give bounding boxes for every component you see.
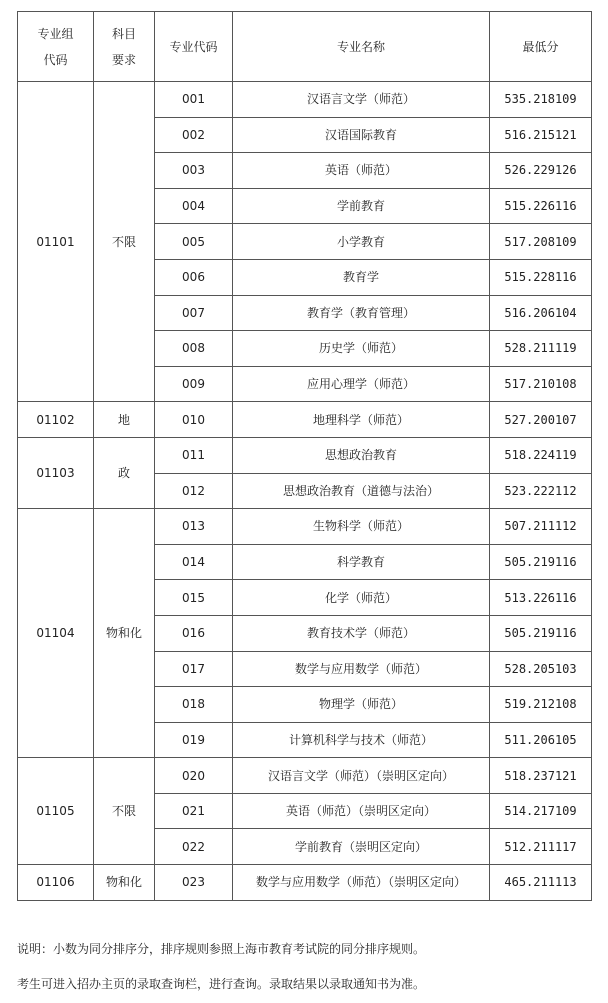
major-code-cell: 003: [155, 153, 233, 189]
major-code-cell: 017: [155, 651, 233, 687]
min-score-cell: 528.205103: [490, 651, 592, 687]
major-code-cell: 005: [155, 224, 233, 260]
min-score-cell: 523.222112: [490, 473, 592, 509]
table-row: [18, 865, 592, 901]
min-score-cell: 505.219116: [490, 544, 592, 580]
major-name-cell: 汉语言文学（师范）: [233, 82, 490, 118]
major-code-cell: 004: [155, 188, 233, 224]
min-score-cell: 514.217109: [490, 793, 592, 829]
table-header-row: [18, 12, 592, 82]
subject-requirement-cell: 不限: [94, 758, 155, 865]
group-code-cell: 01105: [18, 758, 94, 865]
table-row: [18, 82, 592, 118]
table-row: [18, 758, 592, 794]
min-score-cell: 519.212108: [490, 687, 592, 723]
min-score-cell: 516.215121: [490, 117, 592, 153]
major-code-cell: 007: [155, 295, 233, 331]
major-name-cell: 应用心理学（师范）: [233, 366, 490, 402]
header-major-code: 专业代码: [155, 12, 233, 82]
min-score-cell: 515.226116: [490, 188, 592, 224]
major-code-cell: 016: [155, 615, 233, 651]
min-score-cell: 507.211112: [490, 509, 592, 545]
min-score-cell: 465.211113: [490, 865, 592, 901]
major-name-cell: 英语（师范）（崇明区定向）: [233, 793, 490, 829]
subject-requirement-cell: 政: [94, 437, 155, 508]
min-score-cell: 526.229126: [490, 153, 592, 189]
min-score-cell: 516.206104: [490, 295, 592, 331]
major-name-cell: 教育学: [233, 259, 490, 295]
group-code-cell: 01101: [18, 82, 94, 402]
table-row: [18, 437, 592, 473]
major-name-cell: 历史学（师范）: [233, 331, 490, 367]
min-score-cell: 518.224119: [490, 437, 592, 473]
major-code-cell: 023: [155, 865, 233, 901]
major-name-cell: 英语（师范）: [233, 153, 490, 189]
note-line-2: 考生可进入招办主页的录取查询栏，进行查询。录取结果以录取通知书为准。: [17, 977, 426, 991]
major-name-cell: 小学教育: [233, 224, 490, 260]
major-code-cell: 012: [155, 473, 233, 509]
major-name-cell: 汉语言文学（师范）（崇明区定向）: [233, 758, 490, 794]
major-name-cell: 生物科学（师范）: [233, 509, 490, 545]
min-score-cell: 511.206105: [490, 722, 592, 758]
header-group-line2: 代码: [43, 52, 68, 67]
subject-requirement-cell: 地: [94, 402, 155, 438]
major-code-cell: 002: [155, 117, 233, 153]
major-name-cell: 思想政治教育（道德与法治）: [233, 473, 490, 509]
notes: [17, 940, 597, 993]
major-name-cell: 物理学（师范）: [233, 687, 490, 723]
major-code-cell: 022: [155, 829, 233, 865]
major-name-cell: 教育技术学（师范）: [233, 615, 490, 651]
header-req-line1: 科目: [111, 26, 136, 41]
min-score-cell: 515.228116: [490, 259, 592, 295]
min-score-cell: 518.237121: [490, 758, 592, 794]
min-score-cell: 513.226116: [490, 580, 592, 616]
major-code-cell: 001: [155, 82, 233, 118]
major-code-cell: 019: [155, 722, 233, 758]
major-name-cell: 学前教育（崇明区定向）: [233, 829, 490, 865]
major-name-cell: 化学（师范）: [233, 580, 490, 616]
major-code-cell: 010: [155, 402, 233, 438]
min-score-cell: 527.200107: [490, 402, 592, 438]
min-score-cell: 505.219116: [490, 615, 592, 651]
admission-score-table: [17, 11, 592, 901]
major-name-cell: 思想政治教育: [233, 437, 490, 473]
major-name-cell: 教育学（教育管理）: [233, 295, 490, 331]
major-code-cell: 006: [155, 259, 233, 295]
subject-requirement-cell: 物和化: [94, 865, 155, 901]
header-req-line2: 要求: [111, 52, 136, 67]
major-code-cell: 011: [155, 437, 233, 473]
major-name-cell: 计算机科学与技术（师范）: [233, 722, 490, 758]
note-line-1: 说明：小数为同分排序分，排序规则参照上海市教育考试院的同分排序规则。: [17, 942, 426, 956]
major-code-cell: 020: [155, 758, 233, 794]
group-code-cell: 01104: [18, 509, 94, 758]
major-code-cell: 015: [155, 580, 233, 616]
group-code-cell: 01102: [18, 402, 94, 438]
table-body: [18, 82, 592, 901]
major-code-cell: 021: [155, 793, 233, 829]
header-group-code: [18, 12, 94, 82]
major-name-cell: 科学教育: [233, 544, 490, 580]
major-name-cell: 汉语国际教育: [233, 117, 490, 153]
major-code-cell: 014: [155, 544, 233, 580]
major-code-cell: 018: [155, 687, 233, 723]
min-score-cell: 512.211117: [490, 829, 592, 865]
header-group-line1: 专业组: [37, 26, 74, 41]
min-score-cell: 535.218109: [490, 82, 592, 118]
major-code-cell: 009: [155, 366, 233, 402]
major-name-cell: 学前教育: [233, 188, 490, 224]
major-code-cell: 013: [155, 509, 233, 545]
header-min-score: 最低分: [490, 12, 592, 82]
table-row: [18, 402, 592, 438]
major-name-cell: 数学与应用数学（师范）（崇明区定向）: [233, 865, 490, 901]
min-score-cell: 517.208109: [490, 224, 592, 260]
min-score-cell: 528.211119: [490, 331, 592, 367]
group-code-cell: 01103: [18, 437, 94, 508]
header-major-name: 专业名称: [233, 12, 490, 82]
subject-requirement-cell: 不限: [94, 82, 155, 402]
subject-requirement-cell: 物和化: [94, 509, 155, 758]
header-subject-requirement: [94, 12, 155, 82]
group-code-cell: 01106: [18, 865, 94, 901]
major-name-cell: 地理科学（师范）: [233, 402, 490, 438]
major-code-cell: 008: [155, 331, 233, 367]
table-row: [18, 509, 592, 545]
min-score-cell: 517.210108: [490, 366, 592, 402]
major-name-cell: 数学与应用数学（师范）: [233, 651, 490, 687]
